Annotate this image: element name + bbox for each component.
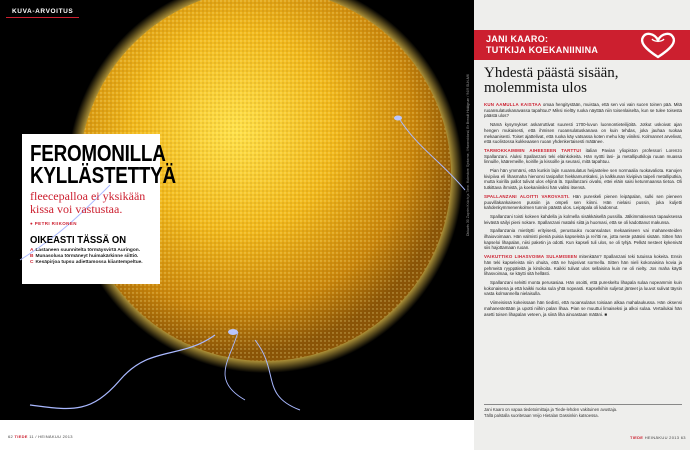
paragraph <box>484 280 682 297</box>
byline-name: PETRI RIIKONEN <box>34 221 77 226</box>
answer-letter: C <box>30 260 34 266</box>
answer-text: Kesäpirjoa tupsu adiettamossa kiiantempeltue. <box>35 260 143 266</box>
author-note-line2: Tällä palstalla suoritetaan Veijo Hietalan Dassinkin katsoessa. <box>484 413 599 418</box>
paragraph-lead: VAIKUTTIKO LIHASVOIMA SULAMISEEN <box>484 254 577 260</box>
article-title: Yhdestä päästä sisään, molemmista ulos <box>484 65 619 96</box>
paragraph <box>484 102 682 119</box>
answer-letter: A <box>30 248 34 253</box>
article-body <box>484 102 682 320</box>
paragraph-text: Pian hän ymmärsi, että kunkin lajin ruoansulatus heijastelee sen normaalia ruokavaliota. Kanojen kivipiiva eli lihasmaha hienonsi tasipallot hiekkamurskaksi, ja kalkkunan kivipiiva taipeli metalliputkia, mutta koirilla pallot tulivat ulos ehjinä lä. Spallanzani oivalsi, ettei eläin saisi ketunmaansa tietoa. Oli tutkittava ihmistä, ja koekaniiniksi hän valitsi itsensä. <box>484 168 682 191</box>
paragraph <box>484 214 682 225</box>
answer-heading: OIKEASTI TÄSSÄ ON <box>30 234 127 246</box>
answer-text: Lastaneen suunnitelta törmäysvirtä Auringon. <box>35 248 141 253</box>
paragraph-text: Spallanzania mietitytti erityisesti, perustuuko ruoansulatus mekaaniseen vai mahanesteiden ilhaiovoimaan. Hän valmisti pieniä puisia kapseleita ja rei'itti ne, jotta neste pääsisi sisään. Sitten hän kapseloi lihapalan, niisi paketin ja odotti. Kun kapseli tuli ulos, se oli tyhjä. Pelkät nesteet kykenivät siis hajottamaan ruoan. <box>484 228 682 251</box>
section-tag: KUVA-ARVOITUS <box>6 6 79 18</box>
headline-line2: KYLLÄSTETTYÄ <box>30 162 176 188</box>
subhead: fleecepalloa ei yksikään kissa voi vastustaa. <box>30 189 146 216</box>
heart-logo-icon <box>634 30 682 60</box>
paragraph <box>484 194 682 211</box>
paragraph-text: mitenkään? Spallanzani teki tutuissa kokeita. Ensin hän teki kapseleista niin ohuita, että ne hajosivat sormella. Sitten hän nieli kokonaisina kovia ja pehmeitä ryyppäleitä ja kirsikoita. Kaikki tulivat ulos sellaisina kuin ne oli nielty. Jos maha käytti lihasvoimaa, se käytti sitä hellästi. <box>484 254 682 277</box>
headline <box>30 140 176 188</box>
author-divider <box>484 404 682 405</box>
column-name: JANI KAARO: <box>486 34 549 44</box>
paragraph <box>484 168 682 191</box>
photo-credit: Dkkarts 30 Zaprim Krüch ja 7mm. Kolestore Sjekerne, I Hanenblond, Br Brendt Hiddgrum / 94/9 SLN-M6 <box>466 74 470 236</box>
paragraph-lead: KUN AAMULLA KAISTAA <box>484 102 542 107</box>
headline-box <box>30 140 176 280</box>
paragraph-text: Hän pureskeli pienen leipäpalan, sulki sen pieneen puuvillakankaiseen pussiin ja ompeli sen kiinni. Hän nielaisi pussin, joka kuljetti kahdenkymmenenkolmen tunnin päästä ulos. Leipäpala oli kadonnut. <box>484 193 683 211</box>
column-subtitle: TUTKIJA KOEKANIININA <box>486 45 599 55</box>
folio-issue: 11 / HEINÄKUU 2013 <box>29 434 73 439</box>
left-footer <box>0 420 474 450</box>
paragraph <box>484 122 682 145</box>
answer-item <box>30 260 154 266</box>
byline: ● PETRI RIIKONEN <box>30 221 77 226</box>
headline-line1: FEROMONILLA <box>30 140 166 166</box>
paragraph-text: Spallanzani toisti kokeen kahdella ja kolmella sisäkkäisellä pussilla. Jälkimmäisessä tapauksessa leivästä säilyi pieni nokare. Spallanzani matalsi siitä ja huomasi, että se oli kadottanut makunsa. <box>484 213 682 225</box>
paragraph <box>484 148 682 165</box>
paragraph-text: Viimeisissä kokeissaan hän tiedisti, että ruoansulatus toisiaan alkaa mahalaukussa. Hän oksensi mahanestettään ja upotti niihin palan lihaa. Pian se muuttui limaiseksi ja alkoi sulaa. Vertailukai hän asetti toisen lihapalan veteen, ja siinä liha ainoastaan mätäni. ■ <box>484 300 682 317</box>
folio-issue: HEINÄKUU 2013 <box>644 435 680 440</box>
paragraph-lead: TARMOKKAIMMIN AIHEESEEN TARTTUI <box>484 147 582 153</box>
folio-page-number: 63 <box>680 435 686 440</box>
author-note <box>484 407 682 419</box>
paragraph-text: Spallanzani selvitti monta perusasiaa. Hän osoitti, että pureskeltu lihapala sulaa nopeammin kuin kokonaisena ja että kaikki ruoka sula yhtä nopeasti. Kapselkihin suljetut jänteet ja luuvot sulivat täysin vasta kolmannella nielaisulla. <box>484 279 682 297</box>
folio-page-number: 62 <box>8 434 14 439</box>
paragraph <box>484 254 682 277</box>
paragraph-lead: SPALLANZANI ALOITTI VAROVASTI. <box>484 193 570 199</box>
answer-text: Munasolusa törmäneyt huimakärkinne siittiö. <box>35 254 139 260</box>
folio-brand: TIEDE <box>14 434 28 439</box>
author-note-line1: Jani Kaaro on vapaa tiedetoimittaja ja Tiede-lehden vakituinen avustaja. <box>484 407 618 412</box>
folio-right <box>630 435 686 440</box>
paragraph <box>484 300 682 317</box>
paragraph-text: Nämä kysymykset askarruttivat suuresti 1700-luvun luonnontieteilijöitä. Jotkut uskoivat ajan hengen mukaisesti, että ihmisen ruoansulatuskanava on kuin tehdas, joka jauhaa ruokaa mekaanisesti. Toiset ajattelivat, että ruoka käy vatsassa koten mehu käy viiniksi. Kolmannet arvelivat, että suolistossa kukkeaasen ruoan yhdenkertaisesti mätänee. <box>484 122 682 145</box>
answer-letter: B <box>30 254 34 260</box>
right-page <box>474 0 690 450</box>
paragraph-text: omaa hengitystään, muistaa, että sen voi vain sucen toinen pää. Mitä ruoansulatuskanavassa tapahtuu? Miksi nieltty ruoka näyttää niin toisenlaiselta, kun se tulee toisesta päästä ulos? <box>484 102 683 119</box>
folio-left <box>8 434 73 439</box>
folio-brand: TIEDE <box>630 435 644 440</box>
paragraph <box>484 228 682 251</box>
answer-list <box>30 248 154 267</box>
paragraph-text: italian Pavian yliopiston professori Lorenzo Spallanzani. Aluksi Spallanzani teki eläinkokeita. Hän syötti lasi- ja metalliputkiloja ruuan muassa linnuille, kääremeille, koirille ja kissoille ja seurasi, mitä tapahtuu. <box>484 147 682 165</box>
